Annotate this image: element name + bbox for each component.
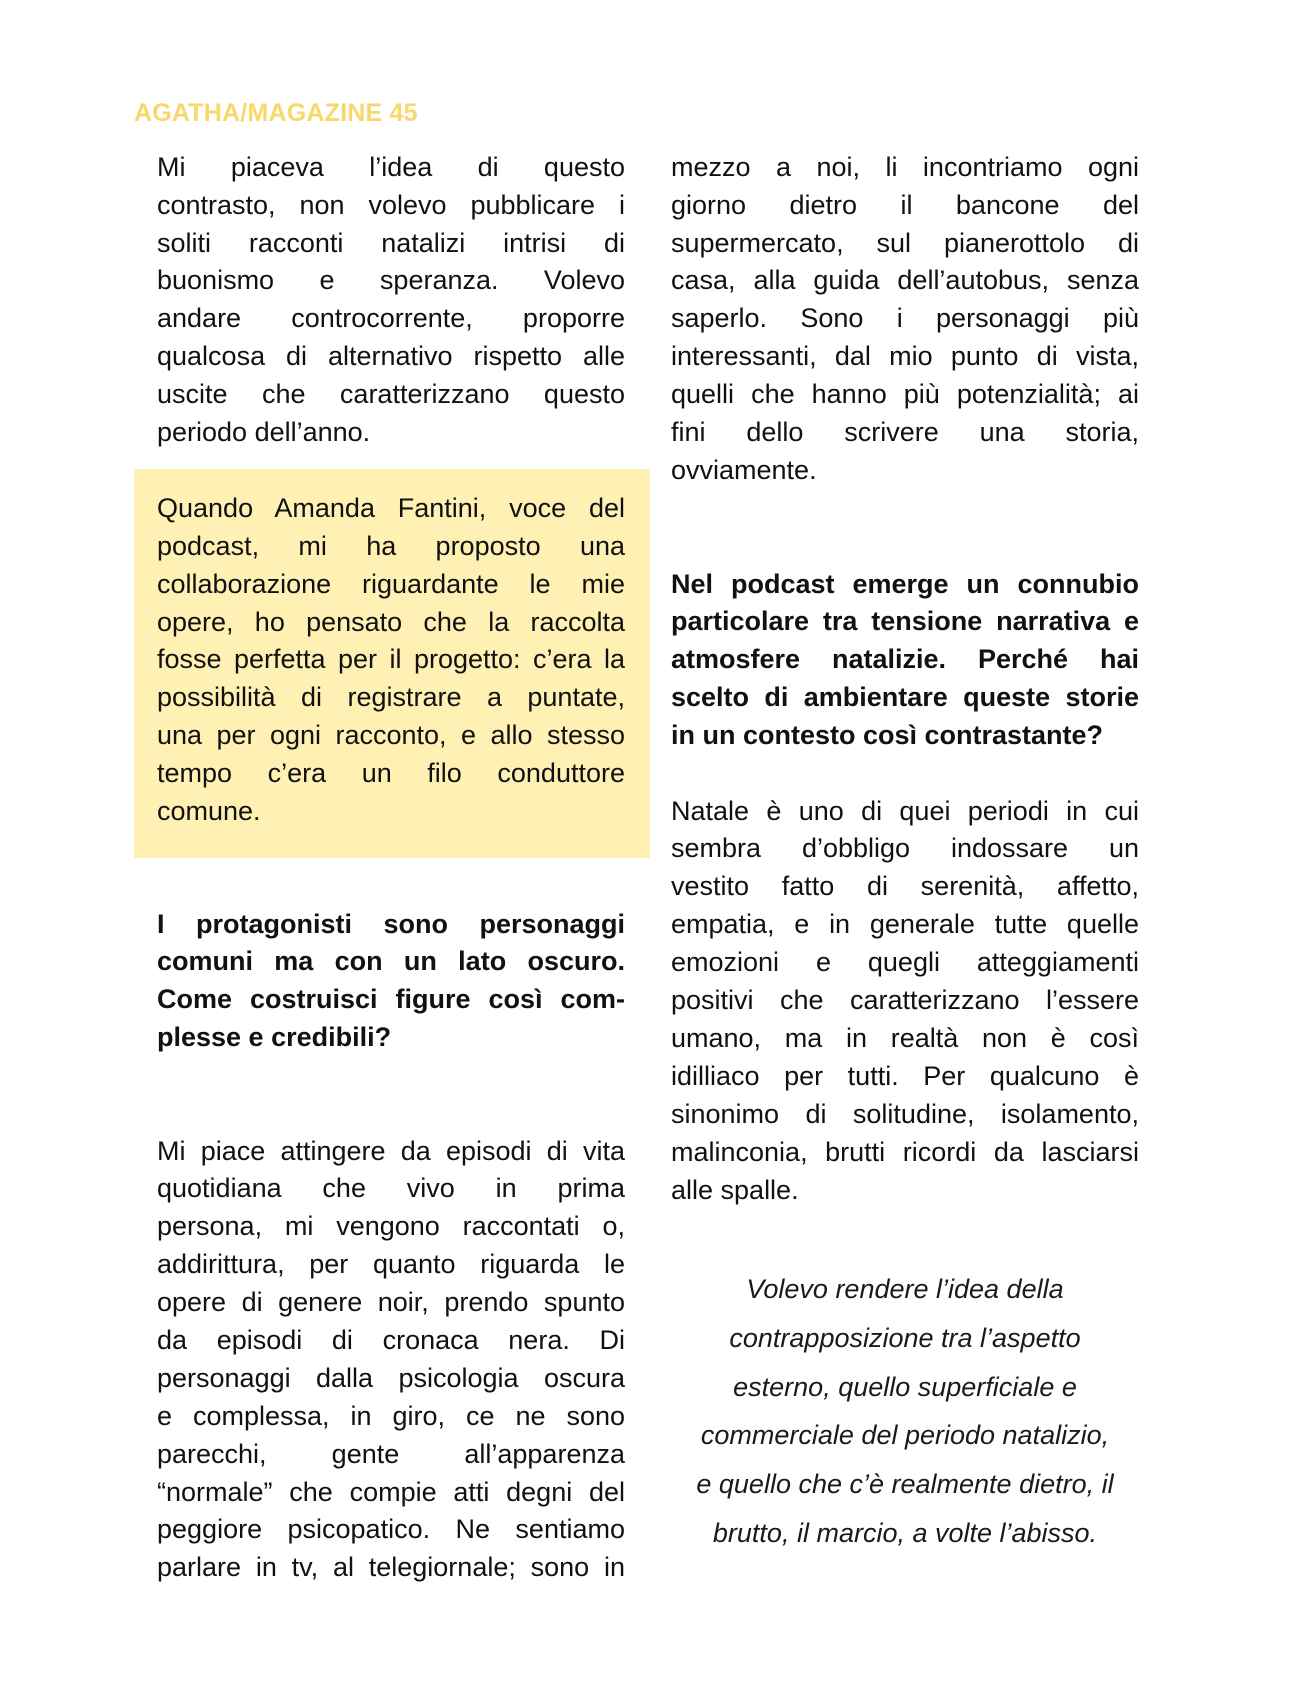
quote-line: Volevo rendere l’idea della	[746, 1274, 1064, 1305]
text-line: emozioni e quegli atteggiamenti	[671, 947, 1139, 978]
text-line: sinonimo di solitudine, isolamento,	[671, 1098, 1139, 1129]
text-line: contrasto, non volevo pubblicare i	[157, 189, 625, 220]
text-line: fini dello scrivere una storia,	[671, 417, 1139, 448]
text-line: opere di genere noir, prendo spunto	[157, 1287, 625, 1318]
text-line: addirittura, per quanto riguarda le	[157, 1249, 625, 1280]
text-line: tempo c’era un filo conduttore	[157, 758, 625, 789]
magazine-header: AGATHA/MAGAZINE 45	[134, 99, 418, 127]
text-line: mezzo a noi, li incontriamo ogni	[671, 151, 1139, 182]
text-line: giorno dietro il bancone del	[671, 189, 1139, 220]
text-line: positivi che caratterizzano l’essere	[671, 985, 1139, 1016]
text-line: I protagonisti sono personaggi	[157, 908, 625, 939]
text-line: quotidiana che vivo in prima	[157, 1173, 625, 1204]
pull-quote	[671, 1265, 1139, 1557]
text-line: e complessa, in giro, ce ne sono	[157, 1400, 625, 1431]
text-line: ovviamente.	[671, 454, 817, 485]
quote-line: brutto, il marcio, a volte l’abisso.	[712, 1517, 1098, 1548]
interview-answer-continued	[671, 149, 1139, 490]
interview-answer	[157, 1133, 625, 1588]
text-line: comuni ma con un lato oscuro.	[157, 946, 625, 977]
text-line: malinconia, brutti ricordi da lasciarsi	[671, 1136, 1139, 1167]
text-line: scelto di ambientare queste storie	[671, 682, 1139, 713]
interview-answer	[671, 793, 1139, 1210]
text-line: casa, alla guida dell’autobus, senza	[671, 265, 1139, 296]
text-line: Quando Amanda Fantini, voce del	[157, 492, 625, 523]
highlight-paragraph	[157, 490, 625, 831]
text-line: persona, mi vengono raccontati o,	[157, 1211, 625, 1242]
text-line: parecchi, gente all’apparenza	[157, 1438, 625, 1469]
text-line: supermercato, sul pianerottolo di	[671, 227, 1139, 258]
text-line: interessanti, dal mio punto di vista,	[671, 341, 1139, 372]
interview-question	[671, 566, 1139, 755]
text-line: Come costruisci figure così com-	[157, 984, 625, 1015]
text-line: particolare tra tensione narrativa e	[671, 606, 1139, 637]
text-line: qualcosa di alternativo rispetto alle	[157, 341, 625, 372]
text-line: una per ogni racconto, e allo stesso	[157, 720, 625, 751]
text-line: Mi piaceva l’idea di questo	[157, 151, 625, 182]
intro-paragraph	[157, 149, 625, 452]
text-line: alle spalle.	[671, 1174, 799, 1205]
text-line: periodo dell’anno.	[157, 417, 371, 448]
text-line: fosse perfetta per il progetto: c’era la	[157, 644, 625, 675]
text-line: soliti racconti natalizi intrisi di	[157, 227, 625, 258]
quote-line: e quello che c’è realmente dietro, il	[696, 1469, 1114, 1500]
quote-line: contrapposizione tra l’aspetto	[729, 1322, 1081, 1353]
text-line: comune.	[157, 796, 261, 827]
text-line: idilliaco per tutti. Per qualcuno è	[671, 1060, 1139, 1091]
text-line: opere, ho pensato che la raccolta	[157, 606, 625, 637]
text-line: parlare in tv, al telegiornale; sono in	[157, 1552, 625, 1583]
text-line: atmosfere natalizie. Perché hai	[671, 644, 1139, 675]
text-line: umano, ma in realtà non è così	[671, 1022, 1139, 1053]
text-line: vestito fatto di serenità, affetto,	[671, 871, 1139, 902]
text-line: possibilità di registrare a puntate,	[157, 682, 625, 713]
text-line: plesse e credibili?	[157, 1022, 392, 1053]
text-line: buonismo e speranza. Volevo	[157, 265, 625, 296]
interview-question	[157, 906, 625, 1058]
text-line: Mi piace attingere da episodi di vita	[157, 1135, 625, 1166]
text-line: personaggi dalla psicologia oscura	[157, 1362, 625, 1393]
text-line: andare controcorrente, proporre	[157, 303, 625, 334]
text-line: da episodi di cronaca nera. Di	[157, 1324, 625, 1355]
text-line: Natale è uno di quei periodi in cui	[671, 795, 1139, 826]
text-line: saperlo. Sono i personaggi più	[671, 303, 1139, 334]
quote-line: commerciale del periodo natalizio,	[700, 1420, 1110, 1451]
text-line: “normale” che compie atti degni del	[157, 1476, 625, 1507]
text-line: Nel podcast emerge un connubio	[671, 568, 1139, 599]
text-line: collaborazione riguardante le mie	[157, 568, 625, 599]
quote-line: esterno, quello superficiale e	[733, 1371, 1077, 1402]
text-line: quelli che hanno più potenzialità; ai	[671, 379, 1139, 410]
text-line: peggiore psicopatico. Ne sentiamo	[157, 1514, 625, 1545]
text-line: in un contesto così contrastante?	[671, 720, 1104, 751]
text-line: sembra d’obbligo indossare un	[671, 833, 1139, 864]
text-line: podcast, mi ha proposto una	[157, 530, 625, 561]
text-line: empatia, e in generale tutte quelle	[671, 909, 1139, 940]
text-line: uscite che caratterizzano questo	[157, 379, 625, 410]
